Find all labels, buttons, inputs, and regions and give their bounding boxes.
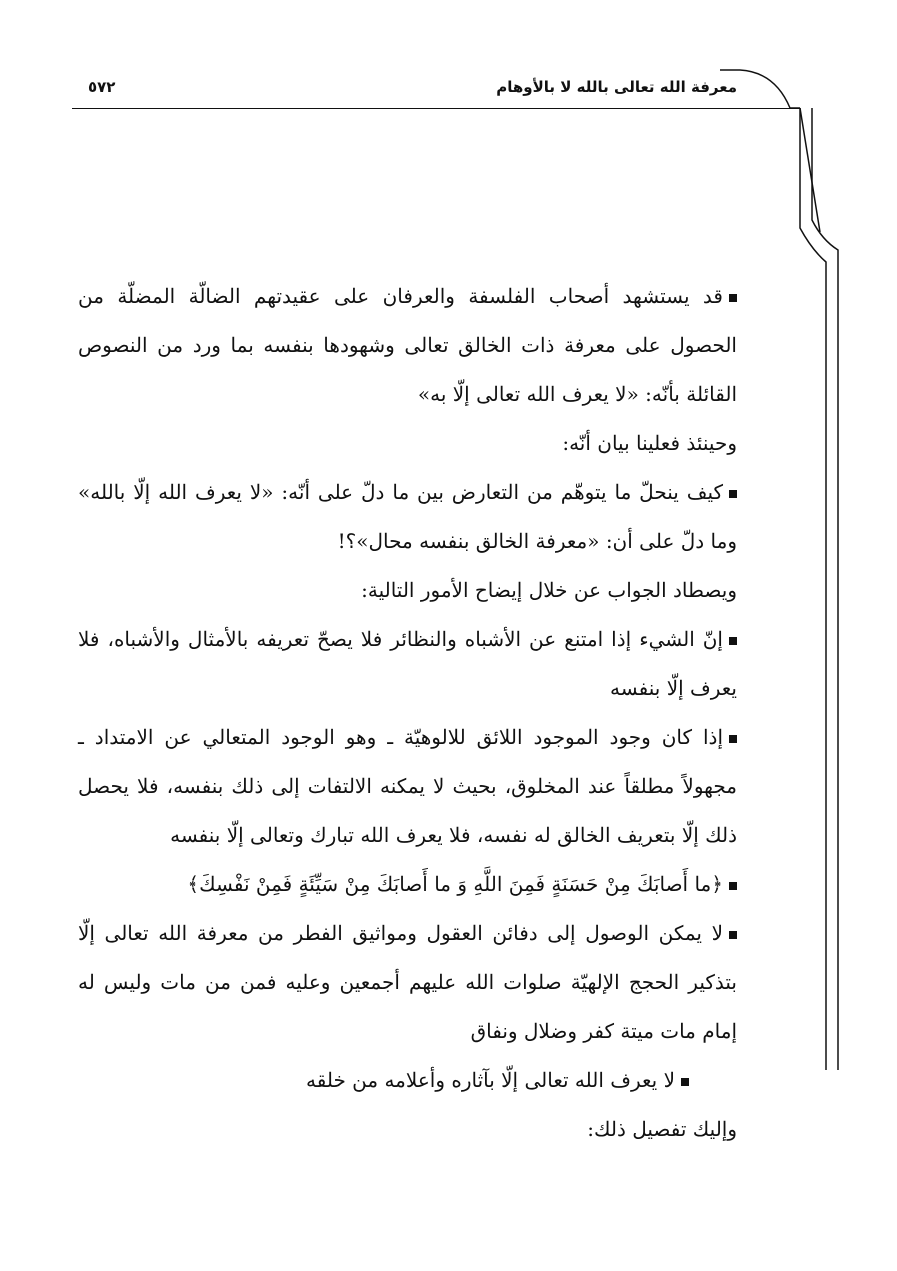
paragraph-text: وحينئذ فعلينا بيان أنّه: [562, 431, 737, 455]
paragraph-text: لا يعرف الله تعالى إلّا بآثاره وأعلامه من خلقه [305, 1068, 675, 1092]
paragraph-text: ويصطاد الجواب عن خلال إيضاح الأمور التالية: [361, 578, 737, 602]
paragraph-text: ﴿ما أَصابَكَ مِنْ حَسَنَةٍ فَمِنَ اللَّهِ وَ ما أَصابَكَ مِنْ سَيِّئَةٍ فَمِنْ نَفْسِكَ﴾ [187, 872, 723, 896]
paragraph [78, 909, 737, 1056]
paragraph-text: وإليك تفصيل ذلك: [587, 1117, 737, 1141]
paragraph [78, 272, 737, 419]
paragraph-text: قد يستشهد أصحاب الفلسفة والعرفان على عقيدتهم الضالّة المضلّة من الحصول على معرفة ذات الخالق تعالى وشهودها بنفسه بما ورد من النصوص القائلة بأنّه: «لا يعرف الله تعالى إلّا به» [78, 284, 737, 406]
paragraph [78, 1105, 737, 1154]
square-bullet-icon [729, 735, 737, 743]
square-bullet-icon [729, 637, 737, 645]
page-body [78, 272, 737, 1154]
paragraph [78, 860, 737, 909]
paragraph-text: إنّ الشيء إذا امتنع عن الأشباه والنظائر فلا يصحّ تعريفه بالأمثال والأشباه، فلا يعرف إلّا بنفسه [78, 627, 737, 700]
square-bullet-icon [681, 1078, 689, 1086]
square-bullet-icon [729, 294, 737, 302]
paragraph [78, 615, 737, 713]
running-header-title: معرفة الله تعالى بالله لا بالأوهام [496, 78, 737, 96]
paragraph [78, 419, 737, 468]
square-bullet-icon [729, 931, 737, 939]
paragraph [78, 1056, 737, 1105]
paragraph-text: كيف ينحلّ ما يتوهّم من التعارض بين ما دلّ على أنّه: «لا يعرف الله إلّا بالله» وما دلّ على أن: «معرفة الخالق بنفسه محال»؟! [78, 480, 737, 553]
paragraph [78, 713, 737, 860]
page-number: ٥٧٢ [88, 78, 116, 96]
paragraph [78, 468, 737, 566]
paragraph-text: إذا كان وجود الموجود اللائق للالوهيّة ـ وهو الوجود المتعالي عن الامتداد ـ مجهولاً مطلقاً عند المخلوق، بحيث لا يمكنه الالتفات إلى ذلك بنفسه، فلا يحصل ذلك إلّا بتعريف الخالق له نفسه، فلا يعرف الله تبارك وتعالى إلّا بنفسه [78, 725, 737, 847]
paragraph [78, 566, 737, 615]
paragraph-text: لا يمكن الوصول إلى دفائن العقول ومواثيق الفطر من معرفة الله تعالى إلّا بتذكير الحجج الإلهيّة صلوات الله عليهم أجمعين وعليه فمن من مات وليس له إمام مات ميتة كفر وضلال ونفاق [78, 921, 737, 1043]
square-bullet-icon [729, 490, 737, 498]
header-rule [72, 108, 800, 109]
square-bullet-icon [729, 882, 737, 890]
